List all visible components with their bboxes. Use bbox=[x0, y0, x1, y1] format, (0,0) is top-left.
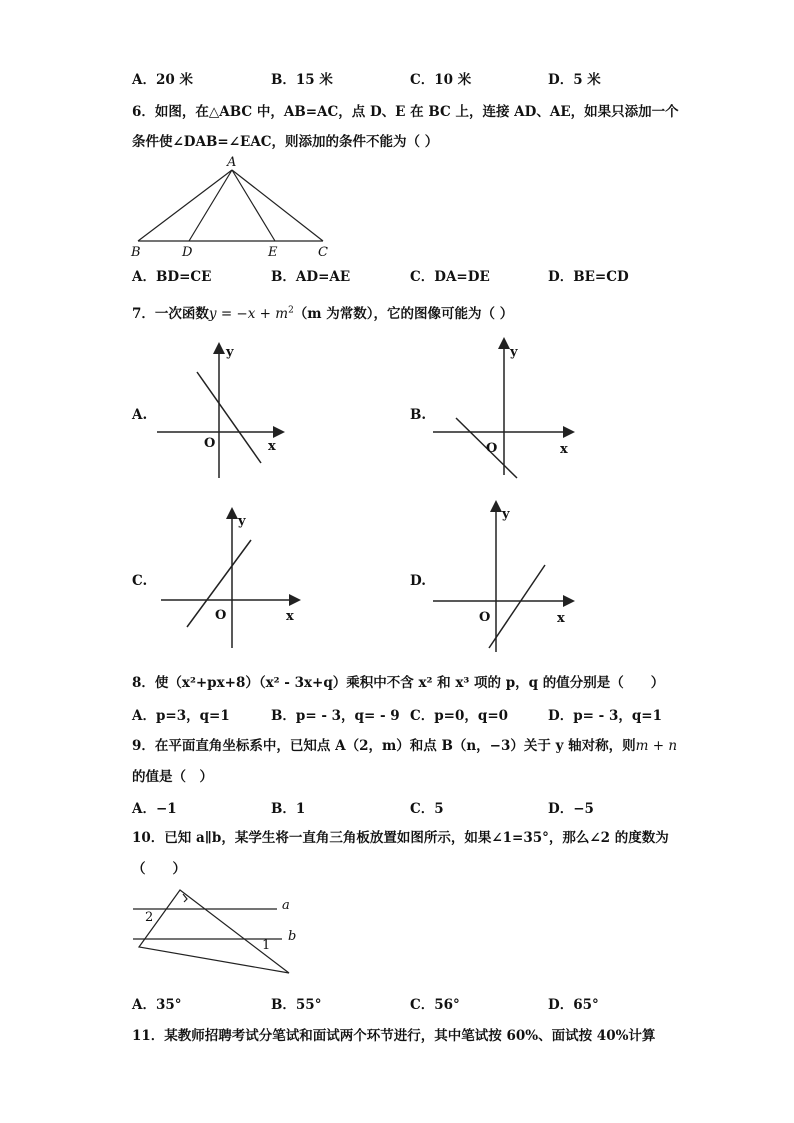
q5-option-a: A．20 米 bbox=[132, 72, 193, 88]
q9-option-c: C．5 bbox=[410, 801, 444, 817]
q10-right-triangle bbox=[139, 890, 289, 973]
q6-option-c: C．DA=DE bbox=[410, 269, 490, 285]
q7-graph-b-x-label: x bbox=[560, 442, 568, 457]
q8-option-c: C．p=0，q=0 bbox=[410, 708, 509, 724]
q10-option-a: A．35° bbox=[132, 997, 182, 1013]
q5-option-c: C．10 米 bbox=[410, 72, 472, 88]
q8-option-a: A．p=3，q=1 bbox=[132, 708, 230, 724]
q5-option-b: B．15 米 bbox=[271, 72, 333, 88]
q6-label-e: E bbox=[268, 245, 278, 260]
q7-graph-c-origin: O bbox=[215, 608, 227, 623]
q6-segment-ad bbox=[189, 170, 232, 241]
q6-option-a: A．BD=CE bbox=[132, 269, 212, 285]
q9-option-d: D．−5 bbox=[548, 801, 594, 817]
q7-graph-d-line bbox=[489, 565, 545, 648]
q7-prefix: 7．一次函数 bbox=[132, 306, 209, 322]
q7-graph-d-y-label: y bbox=[502, 507, 510, 522]
q7-graph-b-line bbox=[456, 418, 517, 478]
q7-formula-exponent: 2 bbox=[288, 305, 294, 316]
q9-text-line1 bbox=[132, 734, 677, 754]
q6-option-d: D．BE=CD bbox=[548, 269, 629, 285]
q7-graph-c bbox=[161, 510, 298, 648]
q9-math-m-plus-n: m + n bbox=[635, 738, 678, 754]
q10-right-angle-mark bbox=[183, 894, 187, 902]
q7-graph-a-x-label: x bbox=[268, 439, 276, 454]
q7-graph-b-y-label: y bbox=[510, 345, 518, 360]
q10-option-d: D．65° bbox=[548, 997, 599, 1013]
q7-graph-c-line bbox=[187, 540, 251, 627]
q7-graph-a-origin: O bbox=[204, 436, 216, 451]
q8-option-b: B．p= - 3，q= - 9 bbox=[271, 708, 400, 724]
q6-segment-ab bbox=[138, 170, 232, 241]
q10-text-line2: （ ） bbox=[132, 861, 186, 877]
q7-graph-b bbox=[433, 340, 572, 478]
q7-option-a-label: A. bbox=[132, 407, 148, 423]
q9-option-a: A．−1 bbox=[132, 801, 177, 817]
q7-graph-c-y-label: y bbox=[238, 514, 246, 529]
q10-label-angle-1: 1 bbox=[262, 938, 271, 953]
q6-label-d: D bbox=[182, 245, 193, 260]
q7-graph-d bbox=[433, 503, 572, 652]
q11-text-line1: 11．某教师招聘考试分笔试和面试两个环节进行，其中笔试按 60%、面试按 40%计算 bbox=[132, 1028, 656, 1044]
q7-graph-a bbox=[157, 345, 282, 478]
q10-label-a: a bbox=[282, 898, 290, 913]
q7-option-b-label: B. bbox=[410, 407, 427, 423]
q6-segment-ac bbox=[232, 170, 323, 241]
q6-label-a: A bbox=[227, 155, 237, 170]
q7-graph-b-origin: O bbox=[486, 441, 498, 456]
q10-option-b: B．55° bbox=[271, 997, 322, 1013]
q10-label-b: b bbox=[288, 929, 297, 944]
q7-suffix: （m 为常数），它的图像可能为（ ） bbox=[293, 306, 514, 322]
q9-option-b: B．1 bbox=[271, 801, 306, 817]
q10-text-line1: 10．已知 a∥b，某学生将一直角三角板放置如图所示，如果∠1=35°，那么∠2 的度数为 bbox=[132, 830, 669, 846]
q10-label-angle-2: 2 bbox=[145, 910, 154, 925]
q7-option-c-label: C. bbox=[132, 573, 148, 589]
q10-option-c: C．56° bbox=[410, 997, 460, 1013]
q6-label-b: B bbox=[131, 245, 141, 260]
q7-graph-a-line bbox=[197, 372, 261, 463]
q5-option-d: D．5 米 bbox=[548, 72, 601, 88]
q7-graph-a-y-label: y bbox=[226, 345, 234, 360]
q6-segment-ae bbox=[232, 170, 275, 241]
q6-label-c: C bbox=[318, 245, 328, 260]
q7-text bbox=[132, 302, 513, 322]
q6-text-line2: 条件使∠DAB=∠EAC，则添加的条件不能为（ ） bbox=[132, 134, 439, 150]
q9-text-line2: 的值是（ ） bbox=[132, 769, 213, 785]
q6-option-b: B．AD=AE bbox=[271, 269, 351, 285]
q8-text: 8．使（x²+px+8）（x² - 3x+q）乘积中不含 x² 和 x³ 项的 p，q 的值分别是（ ） bbox=[132, 675, 665, 691]
q7-graph-d-x-label: x bbox=[557, 611, 565, 626]
q7-formula: y = −x + m bbox=[208, 306, 289, 322]
q6-text-line1: 6．如图，在△ABC 中，AB=AC，点 D、E 在 BC 上，连接 AD、AE，如果只添加一个 bbox=[132, 104, 679, 120]
q7-graph-d-origin: O bbox=[479, 610, 491, 625]
q7-graph-c-x-label: x bbox=[286, 609, 294, 624]
q8-option-d: D．p= - 3，q=1 bbox=[548, 708, 662, 724]
q7-option-d-label: D. bbox=[410, 573, 426, 589]
q9-text-main: 9．在平面直角坐标系中，已知点 A（2，m）和点 B（n，−3）关于 y 轴对称，则 bbox=[132, 738, 636, 754]
